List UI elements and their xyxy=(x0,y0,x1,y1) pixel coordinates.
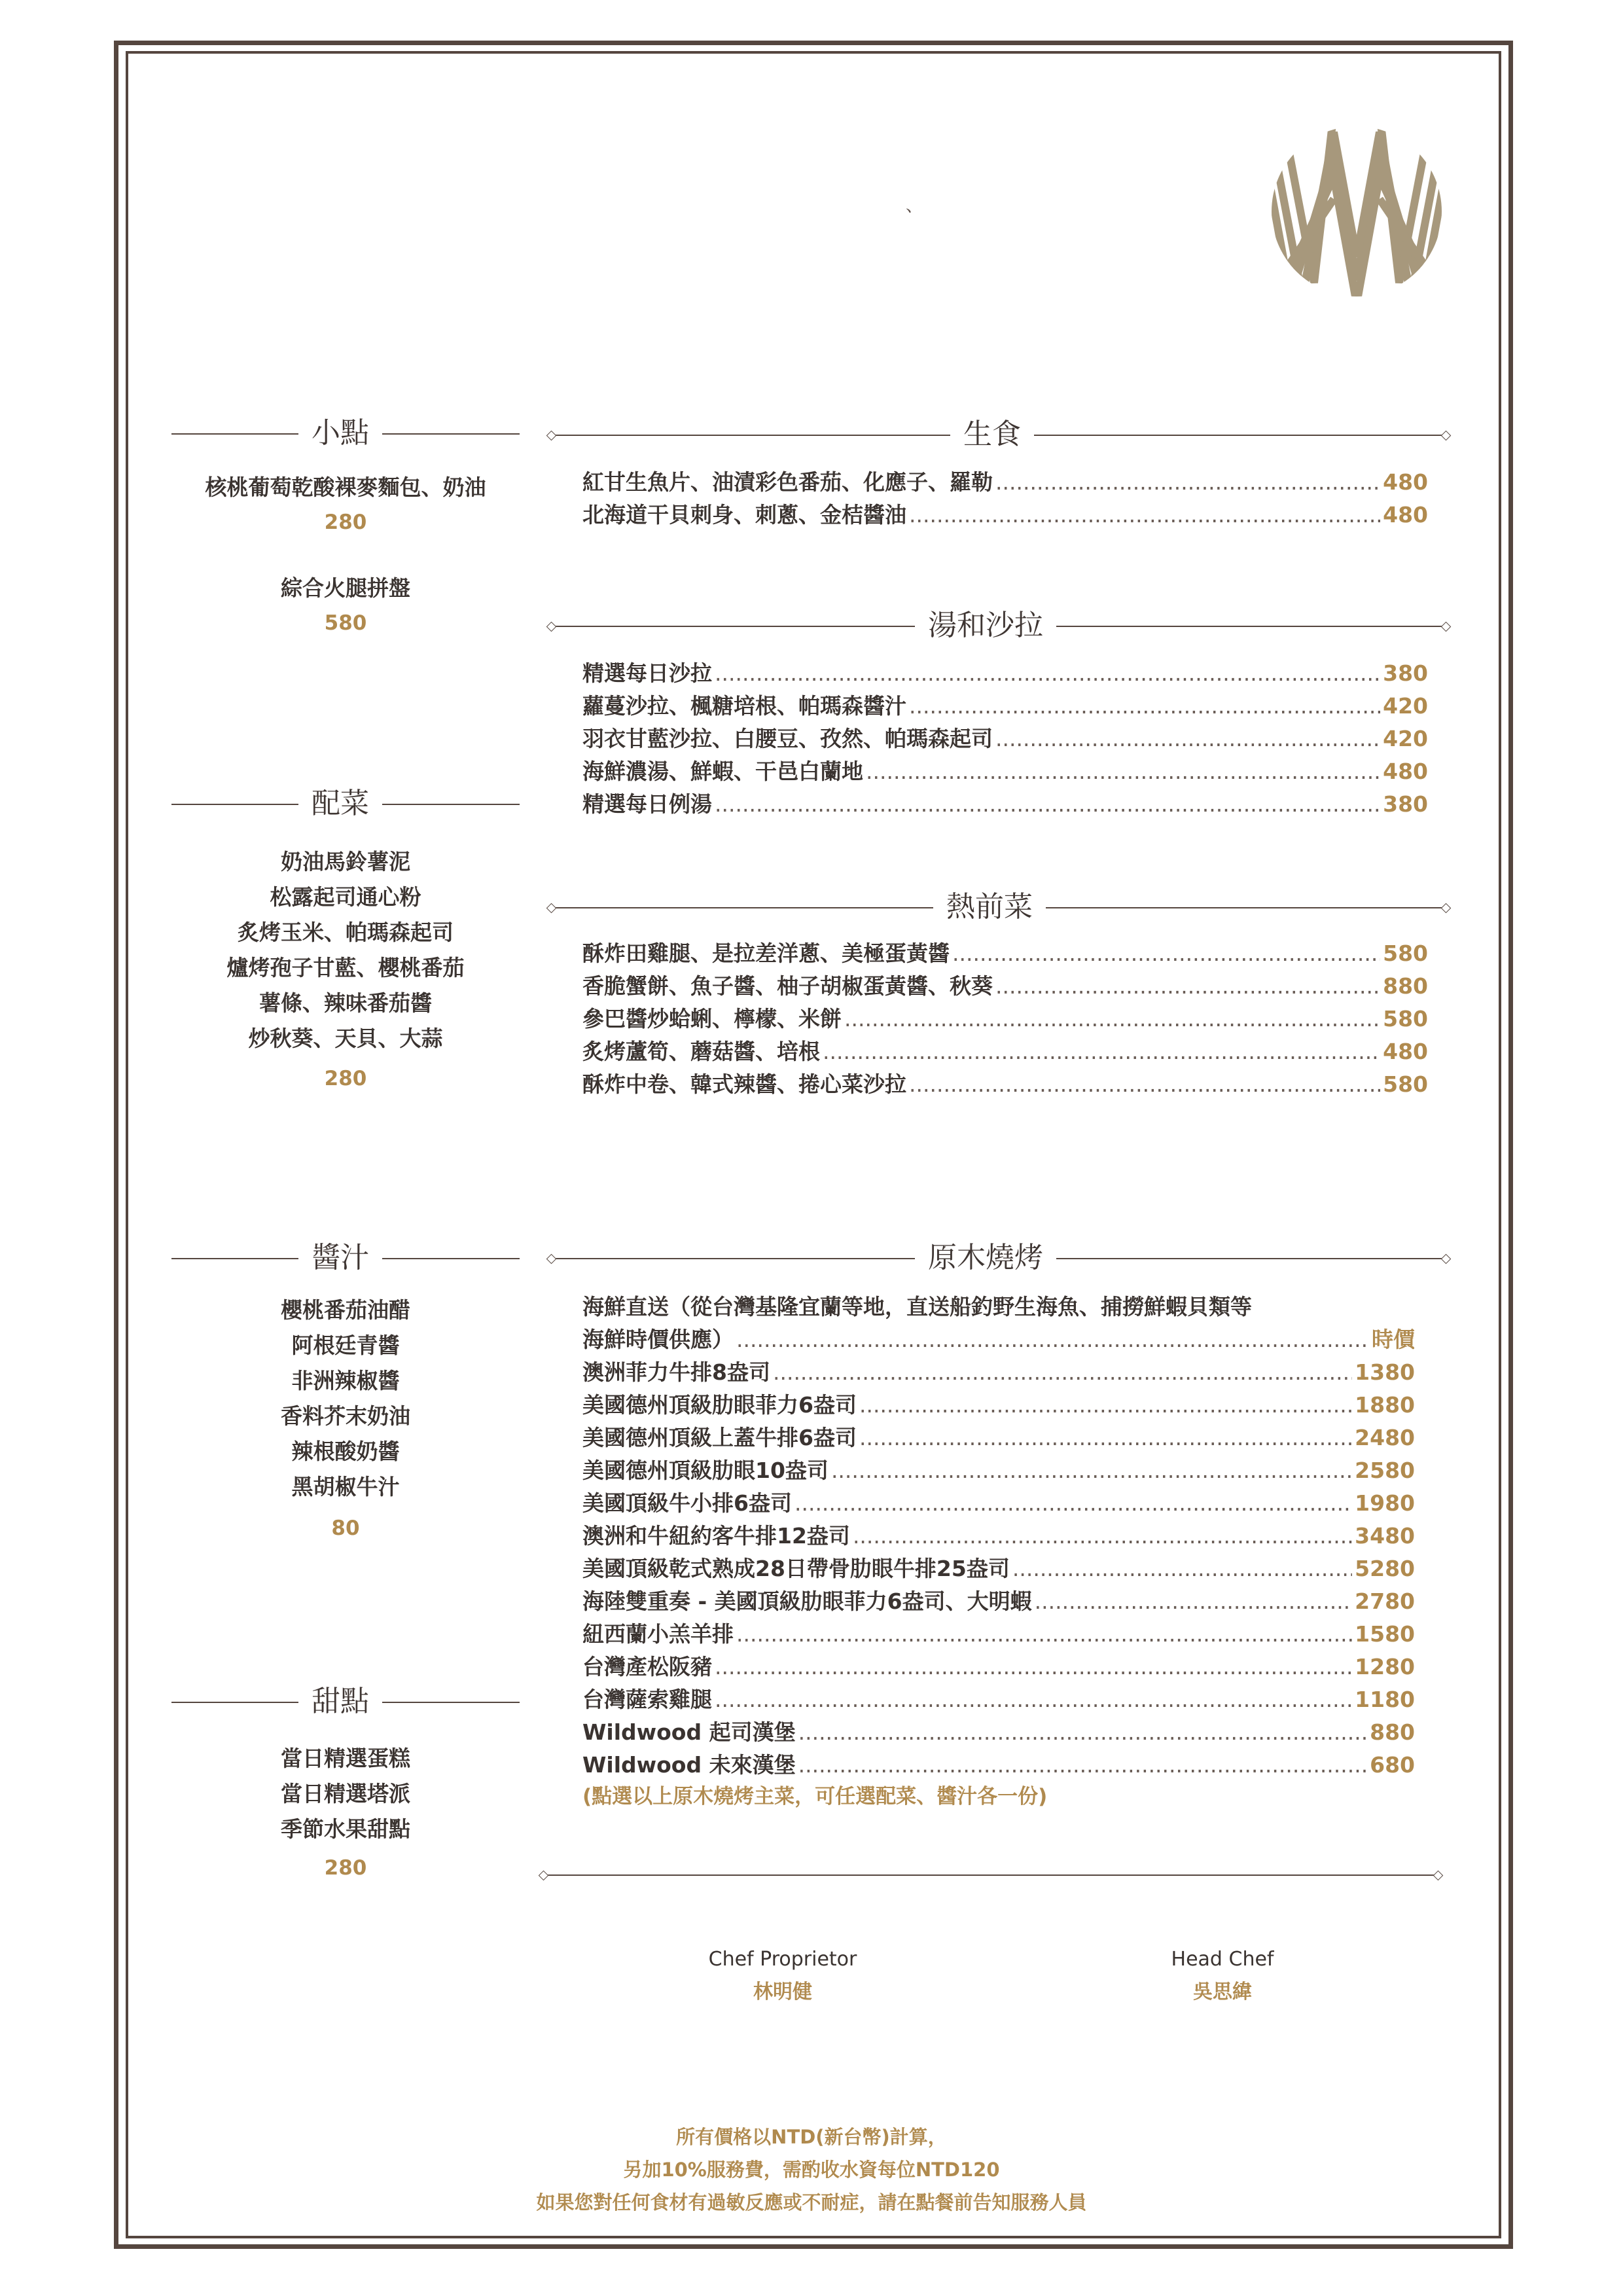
dot-leader xyxy=(798,1749,1368,1782)
item-name: 美國頂級牛小排6盎司 xyxy=(582,1490,792,1516)
bottom-rule xyxy=(543,1874,1438,1876)
item-name: 台灣薩索雞腿 xyxy=(582,1687,712,1712)
item-price: 680 xyxy=(1370,1752,1415,1778)
item-name: 精選每日沙拉 xyxy=(582,660,712,686)
menu-row xyxy=(582,937,1428,970)
menu-row xyxy=(582,1487,1415,1520)
dot-leader xyxy=(859,1422,1352,1454)
menu-row xyxy=(582,1003,1428,1035)
side-item: 薯條、辣味番茄醬 xyxy=(259,990,432,1016)
dot-leader xyxy=(909,690,1380,723)
item-name: 參巴醬炒蛤蜊、檸檬、米餅 xyxy=(582,1006,842,1031)
head-chef xyxy=(1085,1944,1360,2009)
item-price: 480 xyxy=(1383,1039,1428,1064)
item-price: 1980 xyxy=(1355,1490,1415,1516)
snack-price: 580 xyxy=(324,611,367,635)
dessert-item: 當日精選塔派 xyxy=(281,1781,410,1806)
item-name: 台灣產松阪豬 xyxy=(582,1654,712,1679)
item-price: 時價 xyxy=(1372,1327,1415,1352)
menu-row xyxy=(582,499,1428,531)
item-price: 420 xyxy=(1383,693,1428,719)
menu-row xyxy=(582,1520,1415,1552)
dot-leader xyxy=(995,970,1380,1003)
item-name: 海鮮濃湯、鮮蝦、干邑白蘭地 xyxy=(582,759,863,784)
dot-leader xyxy=(995,466,1380,499)
item-price: 880 xyxy=(1383,973,1428,999)
item-name: 酥炸田雞腿、是拉差洋蔥、美極蛋黃醬 xyxy=(582,941,950,966)
menu-row xyxy=(582,466,1428,499)
sauce-item: 阿根廷青醬 xyxy=(291,1333,400,1358)
footer-line: 所有價格以NTD(新台幣)計算， xyxy=(676,2126,947,2148)
menu-row xyxy=(582,1683,1415,1716)
item-name: 美國德州頂級上蓋牛排6盎司 xyxy=(582,1425,857,1450)
item-name: 紅甘生魚片、油漬彩色番茄、化應子、羅勒 xyxy=(582,469,993,495)
sauces-price: 80 xyxy=(331,1516,360,1540)
item-name: 美國頂級乾式熟成28日帶骨肋眼牛排25盎司 xyxy=(582,1556,1010,1581)
dot-leader xyxy=(794,1487,1352,1520)
soup-salad-menu xyxy=(582,657,1428,821)
item-name: 酥炸中卷、韓式辣醬、捲心菜沙拉 xyxy=(582,1071,906,1097)
item-price: 1580 xyxy=(1355,1621,1415,1647)
item-name: Wildwood 未來漢堡 xyxy=(582,1752,796,1778)
grill-note: (點選以上原木燒烤主菜，可任選配菜、醬汁各一份) xyxy=(582,1785,1048,1808)
dessert-item: 當日精選蛋糕 xyxy=(281,1746,410,1771)
sauce-item: 辣根酸奶醬 xyxy=(291,1439,400,1464)
sides-title: 配菜 xyxy=(298,785,382,822)
menu-row xyxy=(582,1552,1415,1585)
item-name: 美國德州頂級肋眼菲力6盎司 xyxy=(582,1392,857,1418)
side-item: 松露起司通心粉 xyxy=(270,884,421,910)
menu-row xyxy=(582,788,1428,821)
dot-leader xyxy=(736,1323,1369,1356)
desserts-title: 甜點 xyxy=(298,1683,382,1720)
item-name: 海鮮直送（從台灣基隆宜蘭等地，直送船釣野生海魚、捕撈鮮蝦貝類等 xyxy=(582,1294,1252,1319)
dot-leader xyxy=(952,937,1380,970)
dot-leader xyxy=(909,499,1380,531)
item-price: 380 xyxy=(1383,791,1428,817)
item-name: 蘿蔓沙拉、楓糖培根、帕瑪森醬汁 xyxy=(582,693,906,719)
snacks-title: 小點 xyxy=(298,415,382,452)
item-price: 880 xyxy=(1370,1719,1415,1745)
item-price: 1380 xyxy=(1355,1359,1415,1385)
wood-grill-title: 原木燒烤 xyxy=(915,1240,1056,1276)
menu-row xyxy=(582,755,1428,788)
menu-row xyxy=(582,1716,1415,1749)
dot-leader xyxy=(909,1068,1380,1101)
item-name: 澳洲菲力牛排8盎司 xyxy=(582,1359,770,1385)
sauce-item: 香料芥末奶油 xyxy=(281,1403,410,1429)
chef-name: 吳思緯 xyxy=(1193,1981,1252,2003)
item-price: 2480 xyxy=(1355,1425,1415,1450)
dot-leader xyxy=(715,657,1380,690)
side-item: 爐烤孢子甘藍、櫻桃番茄 xyxy=(226,955,465,980)
item-name: 香脆蟹餅、魚子醬、柚子胡椒蛋黃醬、秋葵 xyxy=(582,973,993,999)
side-item: 奶油馬鈴薯泥 xyxy=(281,849,410,874)
sauces-title: 醬汁 xyxy=(298,1240,382,1276)
item-price: 580 xyxy=(1383,1071,1428,1097)
item-price: 480 xyxy=(1383,502,1428,528)
item-price: 1180 xyxy=(1355,1687,1415,1712)
dot-leader xyxy=(866,755,1380,788)
dot-leader xyxy=(823,1035,1380,1068)
sides-list xyxy=(171,844,520,1096)
item-price: 1280 xyxy=(1355,1654,1415,1679)
snack-name: 綜合火腿拼盤 xyxy=(281,575,410,601)
desserts-price: 280 xyxy=(324,1856,367,1880)
restaurant-logo xyxy=(1271,126,1442,297)
menu-row xyxy=(582,1454,1415,1487)
item-price: 5280 xyxy=(1355,1556,1415,1581)
soup-salad-title: 湯和沙拉 xyxy=(915,607,1056,644)
chef-role: Chef Proprietor xyxy=(708,1948,857,1971)
menu-row xyxy=(582,657,1428,690)
item-name: 炙烤蘆筍、蘑菇醬、培根 xyxy=(582,1039,820,1064)
dot-leader xyxy=(1012,1552,1352,1585)
item-name: 海鮮時價供應） xyxy=(582,1327,734,1352)
sides-price: 280 xyxy=(324,1067,367,1090)
sauce-item: 非洲辣椒醬 xyxy=(291,1368,400,1393)
item-price: 420 xyxy=(1383,726,1428,751)
footer-notes xyxy=(340,2121,1283,2219)
hot-starters-title: 熱前菜 xyxy=(933,889,1046,925)
dot-leader xyxy=(736,1618,1352,1651)
dot-leader xyxy=(798,1716,1368,1749)
dot-leader xyxy=(715,1651,1352,1683)
menu-row xyxy=(582,1068,1428,1101)
hot-starters-menu xyxy=(582,937,1428,1101)
menu-row xyxy=(582,1618,1415,1651)
item-price: 2780 xyxy=(1355,1588,1415,1614)
item-name: Wildwood 起司漢堡 xyxy=(582,1719,796,1745)
item-price: 1880 xyxy=(1355,1392,1415,1418)
desserts-list xyxy=(171,1741,520,1885)
item-price: 480 xyxy=(1383,469,1428,495)
dessert-item: 季節水果甜點 xyxy=(281,1816,410,1842)
item-name: 美國德州頂級肋眼10盎司 xyxy=(582,1458,829,1483)
snack-price: 280 xyxy=(324,511,367,534)
dot-leader xyxy=(773,1356,1352,1389)
item-price: 2580 xyxy=(1355,1458,1415,1483)
item-name: 羽衣甘藍沙拉、白腰豆、孜然、帕瑪森起司 xyxy=(582,726,993,751)
item-name: 北海道干貝刺身、刺蔥、金桔醬油 xyxy=(582,502,906,528)
dot-leader xyxy=(859,1389,1352,1422)
dot-leader xyxy=(715,1683,1352,1716)
side-item: 炒秋葵、天貝、大蒜 xyxy=(248,1026,443,1051)
dot-leader xyxy=(844,1003,1380,1035)
dot-leader xyxy=(995,723,1380,755)
item-name: 紐西蘭小羔羊排 xyxy=(582,1621,734,1647)
menu-row xyxy=(582,1323,1415,1356)
item-price: 580 xyxy=(1383,1006,1428,1031)
sauce-item: 櫻桃番茄油醋 xyxy=(281,1297,410,1323)
menu-row xyxy=(582,690,1428,723)
menu-row xyxy=(582,1749,1415,1782)
header-mark: 、 xyxy=(906,196,923,216)
menu-row xyxy=(582,1585,1415,1618)
menu-row xyxy=(582,1651,1415,1683)
item-name: 精選每日例湯 xyxy=(582,791,712,817)
menu-row xyxy=(582,970,1428,1003)
inner-frame xyxy=(126,51,1501,2238)
dot-leader xyxy=(1035,1585,1353,1618)
wood-grill-menu xyxy=(582,1291,1415,1812)
chef-role: Head Chef xyxy=(1171,1948,1274,1971)
chef-proprietor xyxy=(645,1944,920,2009)
menu-row xyxy=(582,1389,1415,1422)
menu-row xyxy=(582,1291,1415,1323)
sauce-item: 黑胡椒牛汁 xyxy=(291,1474,400,1499)
raw-title: 生食 xyxy=(950,416,1034,453)
footer-line: 如果您對任何食材有過敏反應或不耐症，請在點餐前告知服務人員 xyxy=(536,2191,1087,2214)
snacks-list xyxy=(171,470,520,640)
item-name: 海陸雙重奏 - 美國頂級肋眼菲力6盎司、大明蝦 xyxy=(582,1588,1032,1614)
item-name: 澳洲和牛紐約客牛排12盎司 xyxy=(582,1523,850,1549)
item-price: 480 xyxy=(1383,759,1428,784)
sauces-list xyxy=(171,1293,520,1545)
raw-menu xyxy=(582,466,1428,531)
dot-leader xyxy=(853,1520,1352,1552)
item-price: 580 xyxy=(1383,941,1428,966)
menu-row xyxy=(582,1356,1415,1389)
item-price: 3480 xyxy=(1355,1523,1415,1549)
snack-name: 核桃葡萄乾酸裸麥麵包、奶油 xyxy=(205,475,486,500)
menu-row xyxy=(582,723,1428,755)
chef-name: 林明健 xyxy=(753,1981,812,2003)
side-item: 炙烤玉米、帕瑪森起司 xyxy=(238,920,454,945)
menu-row xyxy=(582,1422,1415,1454)
footer-line: 另加10%服務費，需酌收水資每位NTD120 xyxy=(623,2159,1000,2181)
dot-leader xyxy=(715,788,1380,821)
item-price: 380 xyxy=(1383,660,1428,686)
menu-row xyxy=(582,1035,1428,1068)
dot-leader xyxy=(831,1454,1352,1487)
